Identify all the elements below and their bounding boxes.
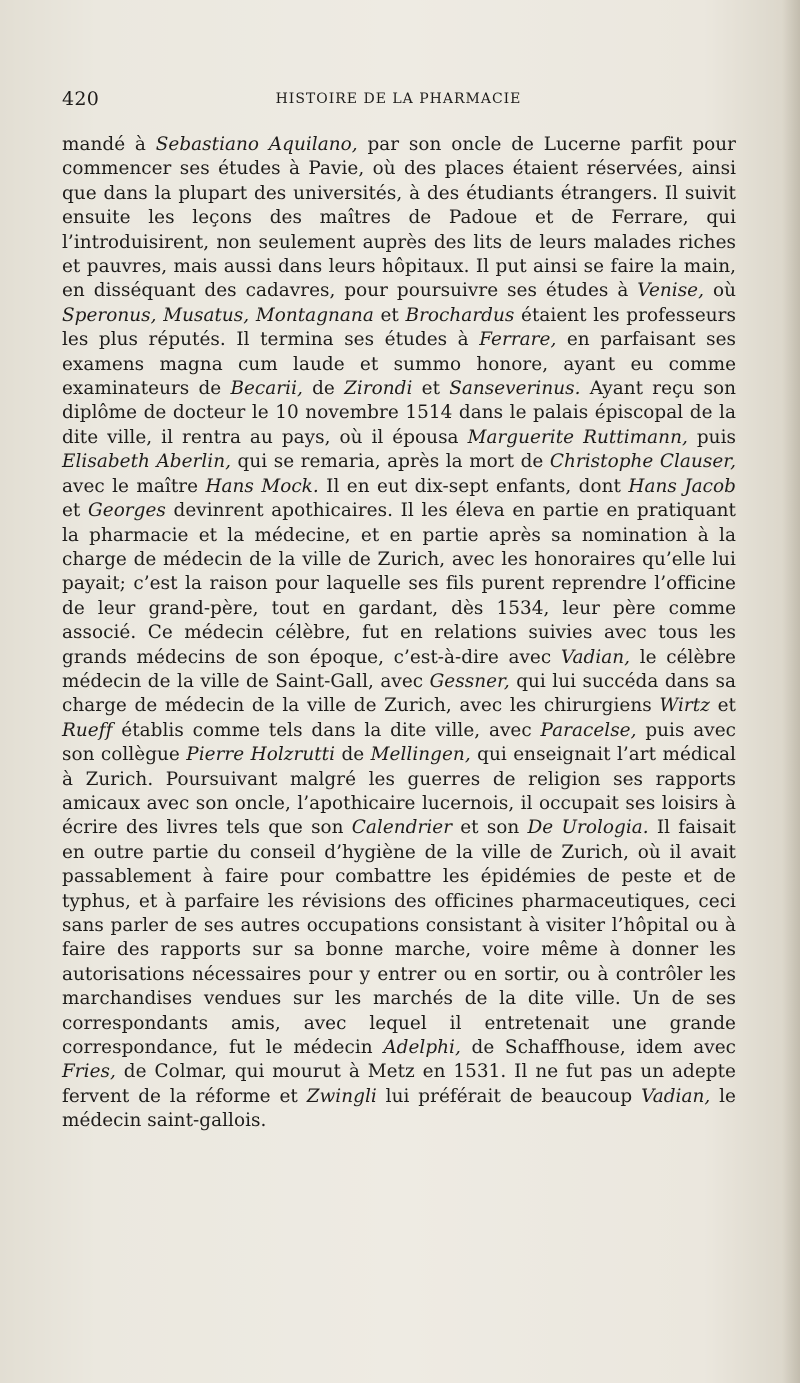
book-title: De Urologia.: [527, 817, 649, 839]
person-name: Zwingli: [306, 1085, 377, 1107]
text-run: et: [709, 695, 736, 717]
place-name: Ferrare,: [479, 329, 557, 351]
person-name: Vadian,: [560, 646, 631, 668]
text-run: en parfaisant ses examens magna cum laude et summo honore, ayant eu comme examinateurs de: [62, 329, 736, 400]
text-run: et: [373, 304, 406, 326]
text-run: qui enseignait l’art médical à Zurich. Poursuivant malgré les guerres de religion ses rapports amicaux avec son oncle, l’apothicaire lucernois, il occupait ses loisirs à écrire des livres tels que son: [62, 744, 736, 839]
person-name: Wirtz: [659, 695, 710, 717]
text-run: et: [412, 378, 450, 400]
text-run: le célèbre médecin de la ville de Saint-Gall, avec: [62, 646, 736, 692]
text-run: établis comme tels dans la dite ville, avec: [112, 719, 541, 741]
text-run: Il faisait en outre partie du conseil d’hygiène de la ville de Zurich, où il avait passablement à faire pour combattre les épidémies de peste et de typhus, et à parfaire les révisions des officines pharmaceutiques, ceci sans parler de ses autres occupations consistant à visiter l’hôpital ou à faire des rapports sur sa bonne marche, voire même à donner les autorisations nécessaires pour y entrer ou en sortir, ou à contrôler les marchandises vendues sur les marchés de la dite ville. Un de ses correspondants amis, avec lequel il entretenait une grande correspondance, fut le médecin: [62, 817, 736, 1059]
text-run: Il en eut dix-sept enfants, dont: [318, 475, 629, 497]
text-run: puis: [687, 426, 736, 448]
text-run: de: [302, 378, 345, 400]
text-run: et: [62, 500, 89, 522]
text-run: qui se remaria, après la mort de: [231, 451, 550, 473]
text-run: lui préférait de beaucoup: [376, 1085, 642, 1107]
page-number: 420: [62, 88, 100, 110]
page-edge-shadow: [782, 0, 800, 1383]
text-run: de Colmar, qui mourut à Metz en 1531. Il ne fut pas un adepte fervent de la réforme et: [62, 1061, 736, 1107]
paragraph: [62, 133, 736, 1134]
text-run: et son: [452, 817, 528, 839]
person-name: Rueff: [62, 719, 113, 741]
text-run: puis avec son collègue: [62, 719, 736, 766]
person-name: Speronus, Musatus, Montagnana: [62, 304, 374, 326]
person-name: Hans Jacob: [628, 475, 736, 497]
person-name: Elisabeth Aberlin,: [62, 451, 232, 473]
body-text: [62, 133, 736, 1134]
person-name: Becarii,: [230, 378, 303, 400]
person-name: Georges: [88, 500, 166, 522]
text-run: de Schaffhouse, idem avec: [460, 1037, 736, 1059]
text-run: mandé à: [62, 134, 156, 155]
text-run: devinrent apothicaires. Il les éleva en partie en pratiquant la pharmacie et la médecine, et en partie après sa nomination à la charge de médecin de la ville de Zurich, avec les honoraires qu’elle lui payait; c’est la raison pour laquelle ses fils purent reprendre l’officine de leur grand-père, tout en gardant, dès 1534, leur père comme associé. Ce médecin célèbre, fut en relations suivies avec tous les grands médecins de son époque, c’est-à-dire avec: [62, 500, 736, 668]
person-name: Marguerite Ruttimann,: [467, 426, 688, 448]
text-run: de: [335, 744, 371, 766]
text-run: Ayant reçu son diplôme de docteur le 10 novembre 1514 dans le palais épiscopal de la dite ville, il rentra au pays, où il épousa: [62, 378, 736, 448]
person-name: Hans Mock.: [205, 475, 319, 497]
person-name: Adelphi,: [383, 1037, 461, 1059]
book-title: Calendrier: [351, 817, 453, 839]
text-run: où: [704, 280, 736, 302]
person-name: Sanseverinus.: [449, 378, 581, 400]
person-name: Gessner,: [429, 670, 510, 692]
text-run: le médecin saint-gallois.: [62, 1085, 736, 1132]
person-name: Sebastiano Aquilano,: [155, 134, 358, 155]
text-run: qui lui succéda dans sa charge de médecin de la ville de Zurich, avec les chirurgiens: [62, 670, 736, 717]
place-name: Mellingen,: [370, 744, 471, 766]
text-run: par son oncle de Lucerne parfit pour commencer ses études à Pavie, où des places étaient réservées, ainsi que dans la plupart des universités, à des étudiants étrangers. Il suivit ensuite les leçons des maîtres de Padoue et de Ferrare, qui l’introduisirent, non seulement auprès des lits de leurs malades riches et pauvres, mais aussi dans leurs hôpitaux. Il put ainsi se faire la main, en disséquant des cadavres, pour poursuivre ses études à: [62, 134, 736, 302]
page-header: [62, 88, 735, 114]
person-name: Brochardus: [405, 304, 515, 326]
text-run: avec le maître: [62, 475, 206, 497]
running-title: HISTOIRE DE LA PHARMACIE: [275, 91, 522, 107]
person-name: Zirondi: [344, 378, 413, 400]
place-name: Venise,: [637, 280, 705, 302]
person-name: Paracelse,: [540, 719, 637, 741]
text-run: étaient les professeurs les plus réputés. Il termina ses études à: [62, 304, 736, 351]
person-name: Christophe Clauser,: [549, 451, 736, 473]
person-name: Pierre Holzrutti: [186, 744, 336, 766]
person-name: Fries,: [62, 1061, 116, 1083]
person-name: Vadian,: [641, 1085, 711, 1107]
